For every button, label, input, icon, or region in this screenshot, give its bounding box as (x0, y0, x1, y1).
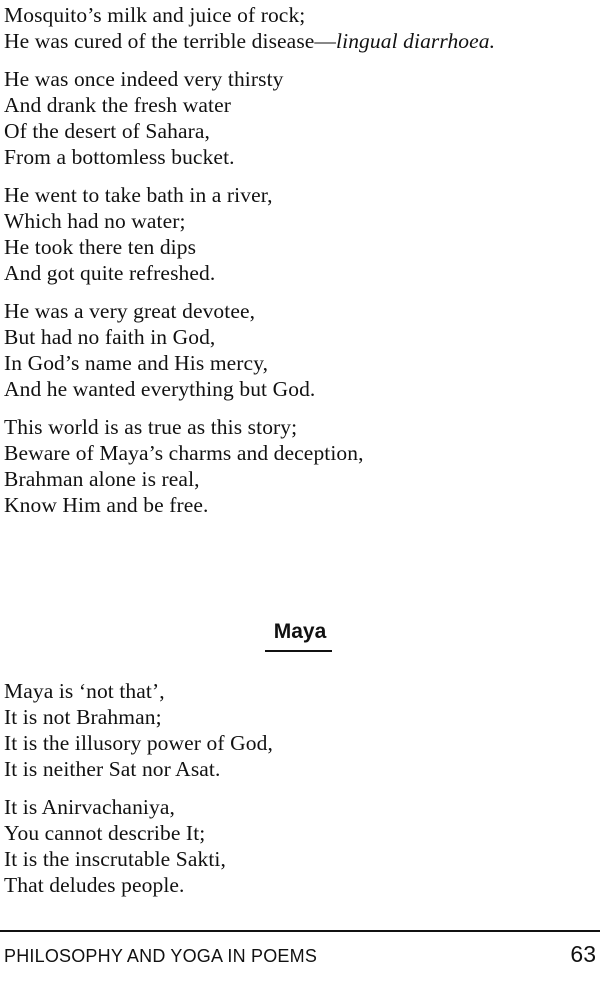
poem-title: Maya (273, 620, 327, 643)
poem-line: It is neither Sat nor Asat. (4, 757, 221, 781)
poem-line: And got quite refreshed. (4, 261, 216, 285)
poem-line: Mosquito’s milk and juice of rock; (4, 3, 306, 27)
poem-line: But had no faith in God, (4, 325, 216, 349)
stanza (4, 298, 596, 402)
poem-line: In God’s name and His mercy, (4, 351, 269, 375)
stanza (4, 414, 596, 518)
poem-line: This world is as true as this story; (4, 415, 298, 439)
poem-line: He was once indeed very thirsty (4, 67, 284, 91)
stanza (4, 678, 596, 782)
poem-maya (4, 678, 596, 910)
poem-line: You cannot describe It; (4, 821, 206, 845)
poem-line: He took there ten dips (4, 235, 197, 259)
poem-continuation (4, 2, 596, 530)
poem-line: It is the illusory power of God, (4, 731, 273, 755)
poem-line (4, 28, 596, 54)
poem-line: Maya is ‘not that’, (4, 679, 165, 703)
poem-line: Know Him and be free. (4, 493, 209, 517)
footer-book-title: PHILOSOPHY AND YOGA IN POEMS (4, 946, 318, 966)
poem-line: It is not Brahman; (4, 705, 162, 729)
poem-line: That deludes people. (4, 873, 185, 897)
poem-line: And he wanted everything but God. (4, 377, 316, 401)
footer-divider (0, 930, 600, 932)
stanza (4, 794, 596, 898)
poem-line-part: He was cured of the terrible disease— (4, 29, 337, 53)
poem-line: Beware of Maya’s charms and deception, (4, 441, 364, 465)
poem-line: And drank the fresh water (4, 93, 231, 117)
poem-line: He went to take bath in a river, (4, 183, 273, 207)
poem-line: Which had no water; (4, 209, 186, 233)
poem-line: Brahman alone is real, (4, 467, 200, 491)
stanza (4, 182, 596, 286)
poem-line: From a bottomless bucket. (4, 145, 235, 169)
stanza (4, 66, 596, 170)
title-underline (265, 650, 332, 652)
poem-line: It is Anirvachaniya, (4, 795, 175, 819)
page-number: 63 (570, 941, 596, 967)
poem-line: Of the desert of Sahara, (4, 119, 210, 143)
stanza (4, 2, 596, 54)
poem-line-italic-part: lingual diarrhoea. (336, 29, 496, 53)
poem-line: He was a very great devotee, (4, 299, 256, 323)
poem-line: It is the inscrutable Sakti, (4, 847, 226, 871)
